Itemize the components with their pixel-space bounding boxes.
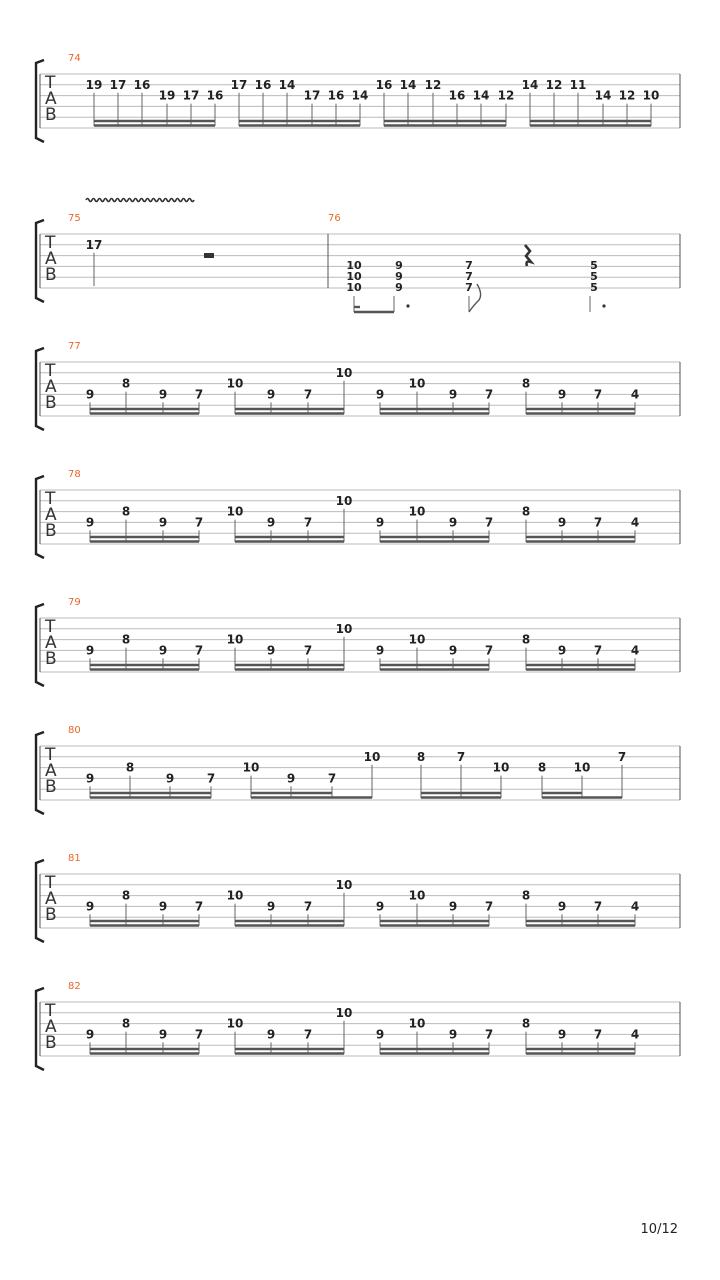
fret-number: 10: [408, 632, 426, 647]
tab-clef-letter: A: [45, 505, 57, 525]
fret-number: 9: [266, 515, 276, 530]
fret-number: 9: [266, 899, 276, 914]
fret-number: 10: [335, 1005, 353, 1020]
measure-number: 78: [68, 469, 81, 480]
fret-number: 4: [630, 1027, 640, 1042]
fret-number: 7: [484, 899, 494, 914]
tab-staff: [36, 853, 680, 942]
fret-number: 10: [408, 888, 426, 903]
fret-number: 8: [121, 632, 131, 647]
fret-number: 19: [158, 88, 176, 103]
fret-number: 7: [303, 515, 313, 530]
fret-number: 8: [125, 760, 135, 775]
measure-number: 82: [68, 981, 81, 992]
fret-number: 8: [521, 888, 531, 903]
fret-number: 10: [492, 760, 510, 775]
page-number: 10/12: [640, 1222, 678, 1237]
fret-number: 8: [521, 632, 531, 647]
fret-number: 7: [593, 515, 603, 530]
fret-number: 7: [484, 387, 494, 402]
fret-number: 16: [327, 88, 345, 103]
tab-clef-letter: A: [45, 1017, 57, 1037]
fret-number: 5: [590, 270, 598, 283]
fret-number: 7: [194, 515, 204, 530]
fret-number: 10: [335, 621, 353, 636]
fret-number: 7: [465, 281, 473, 294]
fret-number: 8: [121, 504, 131, 519]
fret-number: 10: [242, 760, 260, 775]
fret-number: 7: [465, 270, 473, 283]
fret-number: 8: [121, 1016, 131, 1031]
fret-number: 9: [395, 281, 403, 294]
fret-number: 10: [335, 493, 353, 508]
fret-number: 7: [303, 1027, 313, 1042]
fret-number: 9: [557, 899, 567, 914]
fret-number: 7: [206, 771, 216, 786]
fret-number: 7: [194, 1027, 204, 1042]
fret-number: 7: [456, 749, 466, 764]
fret-number: 7: [303, 899, 313, 914]
fret-number: 7: [484, 515, 494, 530]
fret-number: 9: [266, 1027, 276, 1042]
fret-number: 7: [593, 387, 603, 402]
chord: [590, 259, 598, 294]
tab-clef-letter: B: [45, 1033, 57, 1053]
chord: [346, 259, 362, 294]
fret-number: 7: [593, 1027, 603, 1042]
fret-number: 4: [630, 643, 640, 658]
tab-clef-letter: A: [45, 633, 57, 653]
fret-number: 9: [85, 1027, 95, 1042]
fret-number: 9: [448, 643, 458, 658]
chord: [395, 259, 403, 294]
fret-number: 16: [375, 77, 393, 92]
tab-clef-letter: B: [45, 777, 57, 797]
fret-number: 9: [266, 387, 276, 402]
measure-number: 79: [68, 597, 81, 608]
tab-staff: [36, 53, 680, 142]
fret-number: 9: [165, 771, 175, 786]
tab-clef-letter: T: [45, 617, 56, 637]
fret-number: 9: [158, 899, 168, 914]
fret-number: 10: [573, 760, 591, 775]
fret-number: 7: [465, 259, 473, 272]
fret-number: 17: [182, 88, 200, 103]
tab-clef-letter: T: [45, 233, 56, 253]
fret-number: 7: [617, 749, 627, 764]
vibrato-mark: [86, 199, 194, 202]
tab-clef-letter: T: [45, 73, 56, 93]
fret-number: 9: [85, 515, 95, 530]
tab-clef-letter: B: [45, 905, 57, 925]
fret-number: 10: [226, 888, 244, 903]
dot: [406, 304, 409, 307]
tab-staff: [36, 597, 680, 686]
fret-number: 10: [408, 504, 426, 519]
fret-number: 17: [230, 77, 248, 92]
fret-number: 9: [375, 899, 385, 914]
fret-number: 10: [226, 1016, 244, 1031]
fret-number: 4: [630, 387, 640, 402]
tab-clef-letter: T: [45, 873, 56, 893]
tab-clef-letter: B: [45, 521, 57, 541]
fret-number: 14: [521, 77, 539, 92]
fret-number: 11: [569, 77, 587, 92]
fret-number: 7: [484, 643, 494, 658]
fret-number: 7: [194, 643, 204, 658]
fret-number: 16: [206, 88, 224, 103]
fret-number: 12: [545, 77, 563, 92]
fret-number: 14: [594, 88, 612, 103]
fret-number: 4: [630, 899, 640, 914]
tab-clef-letter: T: [45, 745, 56, 765]
fret-number: 9: [448, 1027, 458, 1042]
tab-clef-letter: B: [45, 649, 57, 669]
tab-staff: [36, 725, 680, 814]
fret-number: 9: [395, 270, 403, 283]
fret-number: 8: [521, 1016, 531, 1031]
tab-clef-letter: A: [45, 377, 57, 397]
tab-clef-letter: B: [45, 265, 57, 285]
fret-number: 10: [346, 281, 362, 294]
fret-number: 10: [642, 88, 660, 103]
fret-number: 9: [85, 643, 95, 658]
fret-number: 17: [85, 237, 103, 252]
fret-number: 9: [557, 643, 567, 658]
tab-staff: [36, 981, 680, 1070]
tab-staff: [36, 199, 680, 313]
fret-number: 7: [303, 643, 313, 658]
fret-number: 9: [557, 1027, 567, 1042]
measure-number: 81: [68, 853, 81, 864]
tab-clef-letter: T: [45, 489, 56, 509]
tab-clef-letter: T: [45, 361, 56, 381]
fret-number: 12: [618, 88, 636, 103]
fret-number: 7: [303, 387, 313, 402]
fret-number: 7: [484, 1027, 494, 1042]
fret-number: 9: [158, 387, 168, 402]
fret-number: 5: [590, 281, 598, 294]
fret-number: 9: [85, 771, 95, 786]
fret-number: 4: [630, 515, 640, 530]
fret-number: 16: [254, 77, 272, 92]
fret-number: 9: [375, 515, 385, 530]
fret-number: 10: [408, 376, 426, 391]
measure-number: 80: [68, 725, 81, 736]
fret-number: 10: [226, 376, 244, 391]
fret-number: 9: [158, 515, 168, 530]
fret-number: 19: [85, 77, 103, 92]
fret-number: 7: [194, 387, 204, 402]
fret-number: 7: [327, 771, 337, 786]
fret-number: 9: [448, 515, 458, 530]
measure-number: 76: [328, 213, 341, 224]
fret-number: 10: [226, 632, 244, 647]
fret-number: 9: [158, 643, 168, 658]
fret-number: 9: [158, 1027, 168, 1042]
tab-staff: [36, 341, 680, 430]
fret-number: 9: [448, 899, 458, 914]
chord: [465, 259, 473, 294]
fret-number: 9: [85, 387, 95, 402]
fret-number: 7: [593, 643, 603, 658]
fret-number: 8: [416, 749, 426, 764]
fret-number: 17: [303, 88, 321, 103]
measure-number: 74: [68, 53, 81, 64]
tab-clef-letter: A: [45, 761, 57, 781]
fret-number: 9: [266, 643, 276, 658]
fret-number: 9: [85, 899, 95, 914]
fret-number: 9: [375, 1027, 385, 1042]
fret-number: 10: [226, 504, 244, 519]
fret-number: 9: [375, 643, 385, 658]
fret-number: 9: [557, 387, 567, 402]
half-rest: [204, 253, 214, 258]
dot: [602, 304, 605, 307]
tab-clef-letter: T: [45, 1001, 56, 1021]
fret-number: 17: [109, 77, 127, 92]
fret-number: 7: [593, 899, 603, 914]
fret-number: 10: [363, 749, 381, 764]
fret-number: 10: [335, 877, 353, 892]
tab-clef-letter: B: [45, 393, 57, 413]
fret-number: 12: [497, 88, 515, 103]
fret-number: 16: [133, 77, 151, 92]
fret-number: 9: [375, 387, 385, 402]
measure-number: 75: [68, 213, 81, 224]
fret-number: 12: [424, 77, 442, 92]
fret-number: 5: [590, 259, 598, 272]
fret-number: 10: [335, 365, 353, 380]
fret-number: 14: [399, 77, 417, 92]
fret-number: 9: [448, 387, 458, 402]
fret-number: 14: [351, 88, 369, 103]
fret-number: 14: [278, 77, 296, 92]
tab-clef-letter: A: [45, 89, 57, 109]
fret-number: 7: [194, 899, 204, 914]
tab-staff: [36, 469, 680, 558]
tab-clef-letter: A: [45, 249, 57, 269]
measure-number: 77: [68, 341, 81, 352]
fret-number: 8: [521, 376, 531, 391]
fret-number: 10: [408, 1016, 426, 1031]
fret-number: 8: [537, 760, 547, 775]
fret-number: 10: [346, 270, 362, 283]
tab-clef-letter: A: [45, 889, 57, 909]
fret-number: 9: [395, 259, 403, 272]
fret-number: 16: [448, 88, 466, 103]
tab-clef-letter: B: [45, 105, 57, 125]
fret-number: 8: [121, 888, 131, 903]
fret-number: 9: [557, 515, 567, 530]
fret-number: 14: [472, 88, 490, 103]
fret-number: 8: [521, 504, 531, 519]
fret-number: 8: [121, 376, 131, 391]
fret-number: 10: [346, 259, 362, 272]
fret-number: 9: [286, 771, 296, 786]
